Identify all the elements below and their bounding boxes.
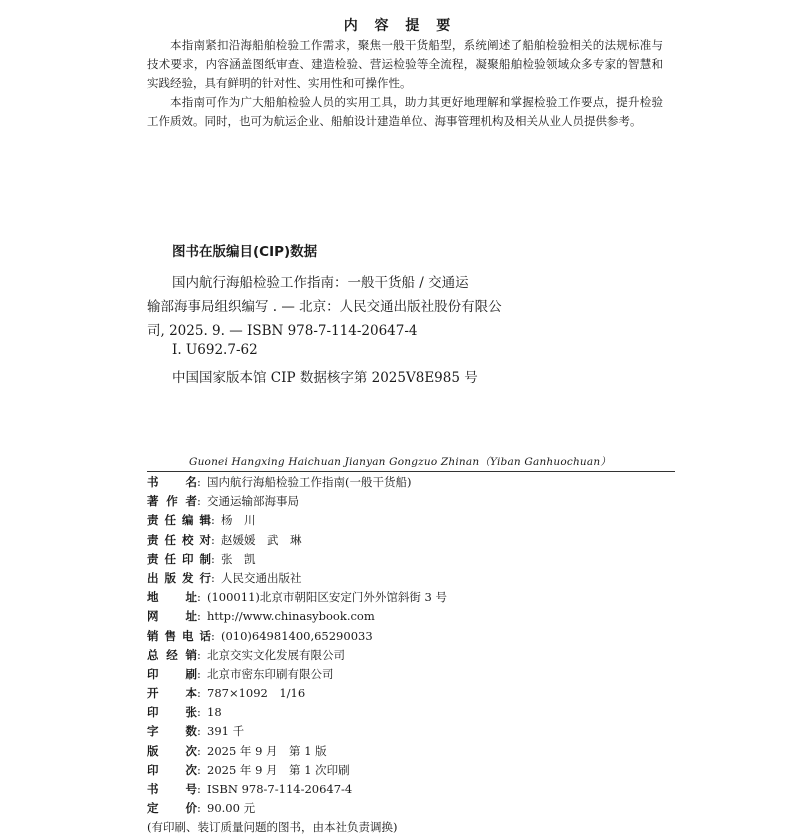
colophon-row: 责任印制 : 张 凯 — [147, 551, 256, 566]
cip-line: Ⅰ. U692.7-62 — [172, 342, 258, 358]
row-value: (010)64981400,65290033 — [221, 628, 373, 643]
row-value: ISBN 978-7-114-20647-4 — [207, 782, 353, 796]
colophon-row: 总经销 : 北京交实文化发展有限公司 — [147, 647, 345, 662]
row-label: 字数 — [147, 724, 197, 739]
colophon-row: 出版发行 : 人民交通出版社 — [147, 570, 302, 585]
row-label: 总经销 — [147, 647, 197, 662]
quality-note: (有印刷、装订质量问题的图书，由本社负责调换) — [147, 820, 398, 835]
colophon-row: 开本 : 787×1092 1/16 — [147, 686, 306, 701]
row-value: 人民交通出版社 — [221, 570, 302, 585]
cip-heading: 图书在版编目(CIP)数据 — [172, 244, 318, 260]
row-value: (100011)北京市朝阳区安定门外外馆斜街 3 号 — [207, 590, 447, 605]
colophon-row: 印刷 : 北京市密东印刷有限公司 — [147, 666, 334, 681]
row-label: 责任校对 — [147, 532, 211, 547]
row-label: 责任印制 — [147, 551, 211, 566]
colophon — [147, 474, 667, 839]
row-label: 地址 — [147, 590, 197, 605]
divider-rule — [147, 471, 675, 472]
colophon-row: 地址 : (100011)北京市朝阳区安定门外外馆斜街 3 号 — [147, 590, 447, 605]
row-label: 印刷 — [147, 666, 197, 681]
row-label: 版次 — [147, 743, 197, 758]
row-label: 责任编辑 — [147, 513, 211, 528]
row-label: 网址 — [147, 609, 197, 624]
colophon-row: 责任校对 : 赵媛媛 武 琳 — [147, 532, 302, 547]
colophon-row: 网址 : http://www.chinasybook.com — [147, 609, 375, 624]
row-label: 著作者 — [147, 494, 197, 509]
colophon-row: 定价 : 90.00 元 — [147, 801, 256, 816]
colophon-row: 印次 : 2025 年 9 月 第 1 次印刷 — [147, 762, 350, 777]
row-label: 印次 — [147, 762, 197, 777]
colophon-row: 责任编辑 : 杨 川 — [147, 513, 256, 528]
row-value: 杨 川 — [221, 513, 256, 528]
row-value: 90.00 元 — [207, 801, 256, 816]
row-label: 书名 — [147, 475, 197, 489]
colophon-row: 书名 : 国内航行海船检验工作指南(一般干货船) — [147, 475, 412, 489]
row-value: 391 千 — [207, 724, 245, 739]
row-value: 国内航行海船检验工作指南(一般干货船) — [207, 475, 412, 489]
summary-title: 内 容 提 要 — [343, 18, 457, 34]
cip-line: 输部海事局组织编写 . — 北京：人民交通出版社股份有限公 — [147, 299, 502, 315]
row-label: 定价 — [147, 801, 197, 816]
row-label: 开本 — [147, 686, 197, 701]
row-value: 18 — [207, 705, 222, 720]
row-value: 张 凯 — [221, 551, 256, 566]
summary-paragraph: 本指南可作为广大船舶检验人员的实用工具，助力其更好地理解和掌握检验工作要点，提升检验工作质效。同时，也可为航运企业、船舶设计建造单位、海事管理机构及相关从业人员提供参考。 — [147, 95, 663, 128]
row-value: 2025 年 9 月 第 1 次印刷 — [207, 762, 350, 777]
row-value: 交通运输部海事局 — [207, 494, 299, 509]
colophon-row: 著作者 : 交通运输部海事局 — [147, 494, 299, 509]
cip-line: 国内航行海船检验工作指南：一般干货船 / 交通运 — [172, 275, 469, 291]
row-value: 北京市密东印刷有限公司 — [207, 666, 334, 681]
summary-text — [147, 36, 663, 131]
colophon-row: 书号 : ISBN 978-7-114-20647-4 — [147, 782, 353, 796]
cip-line: 司, 2025. 9. — ISBN 978-7-114-20647-4 — [147, 323, 418, 339]
colophon-row: 印张 : 18 — [147, 705, 222, 720]
row-label: 销售电话 — [147, 628, 211, 643]
row-value: 赵媛媛 武 琳 — [221, 532, 302, 547]
row-value: 北京交实文化发展有限公司 — [207, 647, 345, 662]
row-value: 2025 年 9 月 第 1 版 — [207, 743, 327, 758]
colophon-row: 版次 : 2025 年 9 月 第 1 版 — [147, 743, 327, 758]
row-value: 787×1092 1/16 — [207, 686, 306, 701]
colophon-row: 字数 : 391 千 — [147, 724, 245, 739]
colophon-row: 销售电话 : (010)64981400,65290033 — [147, 628, 373, 643]
row-value: http://www.chinasybook.com — [207, 609, 375, 624]
summary-paragraph: 本指南紧扣沿海船舶检验工作需求，聚焦一般干货船型，系统阐述了船舶检验相关的法规标准与技术要求，内容涵盖图纸审查、建造检验、营运检验等全流程，凝聚船舶检验领域众多专家的智慧和实践经验，具有鲜明的针对性、实用性和可操作性。 — [147, 38, 663, 90]
row-label: 出版发行 — [147, 570, 211, 585]
cip-line: 中国国家版本馆 CIP 数据核字第 2025V8E985 号 — [172, 370, 478, 386]
pinyin-title: Guonei Hangxing Haichuan Jianyan Gongzuo Zhinan（Yiban Ganhuochuan） — [189, 456, 611, 468]
row-label: 书号 — [147, 782, 197, 796]
row-label: 印张 — [147, 705, 197, 720]
